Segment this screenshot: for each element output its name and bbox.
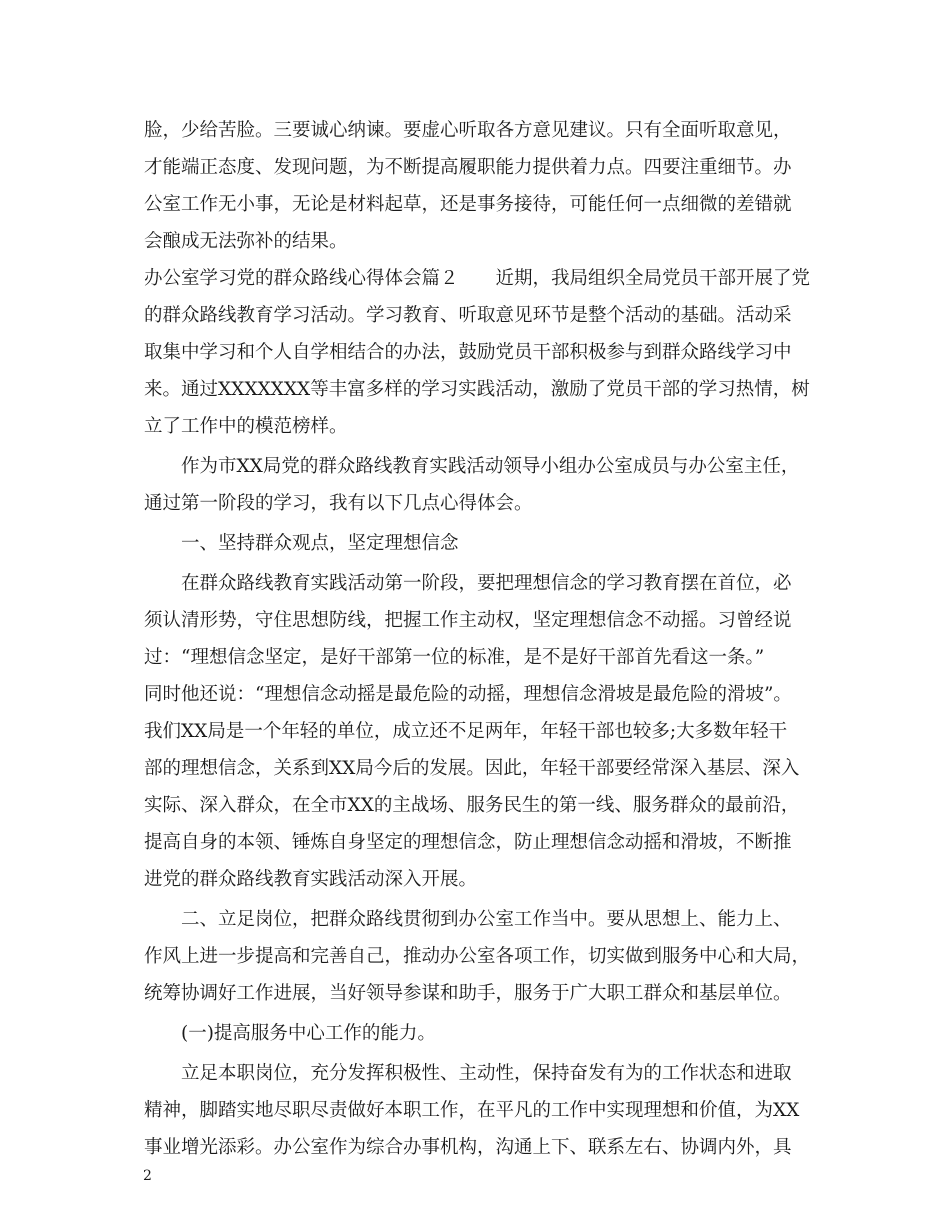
body-text	[144, 112, 811, 1166]
text-line: 的群众路线教育学习活动。学习教育、听取意见环节是整个活动的基础。活动采	[144, 305, 792, 326]
text-line: 进党的群众路线教育实践活动深入开展。	[144, 869, 478, 890]
text-line: 实际、深入群众，在全市XX的主战场、服务民生的第一线、服务群众的最前沿，	[144, 795, 800, 816]
text-line: 来。通过XXXXXXX等丰富多样的学习实践活动，激励了党员干部的学习热情，树	[144, 379, 810, 400]
text-line: 立了工作中的模范榜样。	[144, 416, 348, 437]
text-line: 才能端正态度、发现问题，为不断提高履职能力提供着力点。四要注重细节。办	[144, 157, 792, 178]
text-line: 一、坚持群众观点，坚定理想信念	[144, 533, 459, 554]
text-line: 作风上进一步提高和完善自己，推动办公室各项工作，切实做到服务中心和大局，	[144, 946, 811, 967]
text-line: 二、立足岗位，把群众路线贯彻到办公室工作当中。要从思想上、能力上、	[144, 909, 792, 930]
text-line: 提高自身的本领、锤炼自身坚定的理想信念，防止理想信念动摇和滑坡，不断推	[144, 832, 792, 853]
text-line: 在群众路线教育实践活动第一阶段，要把理想信念的学习教育摆在首位，必	[144, 573, 792, 594]
text-line: 事业增光添彩。办公室作为综合办事机构，沟通上下、联系左右、协调内外，具	[144, 1137, 792, 1158]
text-line: 立足本职岗位，充分发挥积极性、主动性，保持奋发有为的工作状态和进取	[144, 1063, 792, 1084]
text-line: 统筹协调好工作进展，当好领导参谋和助手，服务于广大职工群众和基层单位。	[144, 983, 792, 1004]
text-line: 公室工作无小事，无论是材料起草，还是事务接待，可能任何一点细微的差错就	[144, 194, 792, 215]
text-line: 部的理想信念，关系到XX局今后的发展。因此，年轻干部要经常深入基层、深入	[144, 758, 800, 779]
text-line: 会酿成无法弥补的结果。	[144, 231, 348, 252]
text-line: 我们XX局是一个年轻的单位，成立还不足两年，年轻干部也较多;大多数年轻干	[144, 721, 788, 742]
text-line: 精神，脚踏实地尽职尽责做好本职工作，在平凡的工作中实现理想和价值，为XX	[144, 1100, 800, 1121]
text-line: 通过第一阶段的学习，我有以下几点心得体会。	[144, 493, 533, 514]
text-line: 须认清形势，守住思想防线，把握工作主动权，坚定理想信念不动摇。习曾经说	[144, 610, 792, 631]
text-line: 脸，少给苦脸。三要诚心纳谏。要虚心听取各方意见建议。只有全面听取意见，	[144, 120, 792, 141]
text-line: 同时他还说：“理想信念动摇是最危险的动摇，理想信念滑坡是最危险的滑坡”。	[144, 684, 792, 705]
page-number: 2	[143, 1168, 152, 1184]
text-line: (一)提高服务中心工作的能力。	[144, 1023, 436, 1044]
text-line: 过：“理想信念坚定，是好干部第一位的标准，是不是好干部首先看这一条。”	[144, 647, 765, 668]
text-line: 作为市XX局党的群众路线教育实践活动领导小组办公室成员与办公室主任，	[144, 456, 800, 477]
text-line: 办公室学习党的群众路线心得体会篇２ 近期，我局组织全局党员干部开展了党	[144, 268, 811, 289]
text-line: 取集中学习和个人自学相结合的办法，鼓励党员干部积极参与到群众路线学习中	[144, 342, 792, 363]
